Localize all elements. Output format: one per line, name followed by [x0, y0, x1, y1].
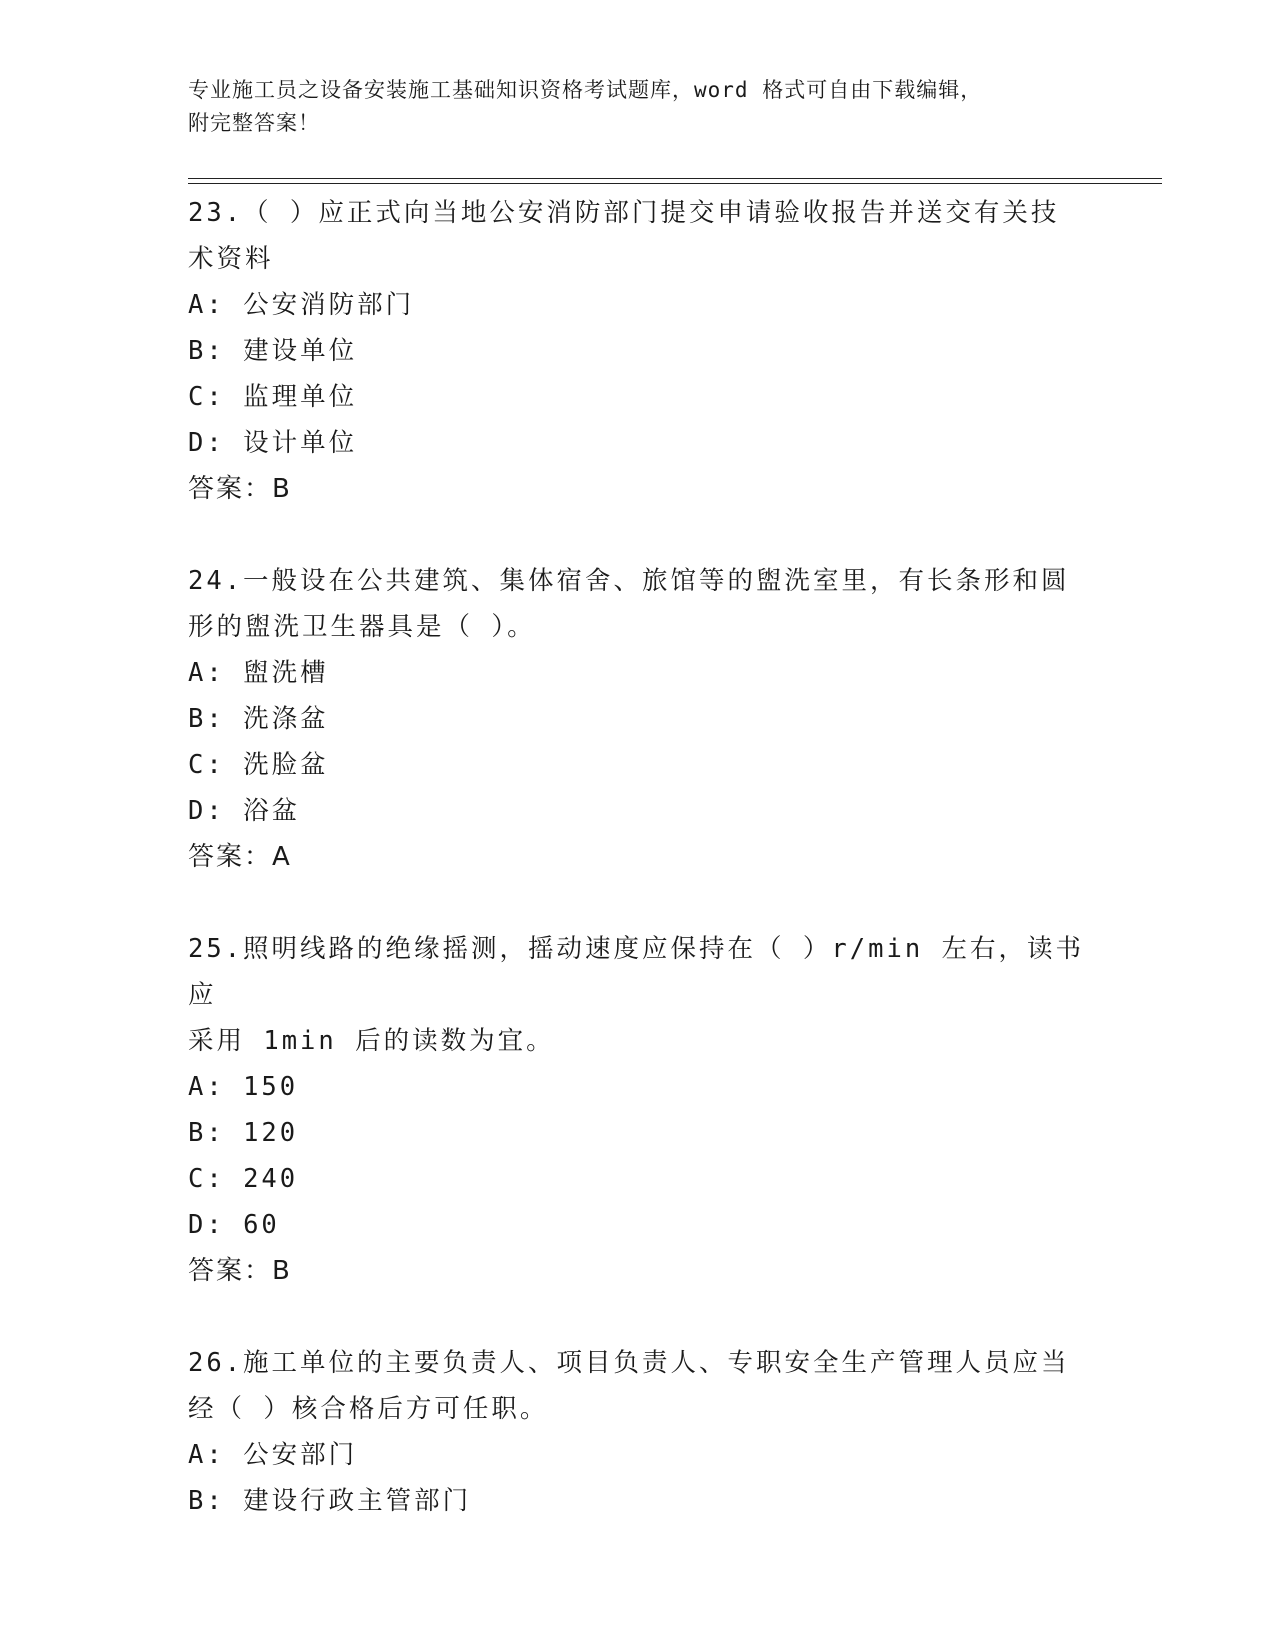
option-b	[188, 1478, 1088, 1524]
question-stem-line: 形的盥洗卫生器具是（ ）。	[188, 612, 536, 642]
option-text: 建设单位	[243, 336, 358, 366]
option-letter: D:	[188, 796, 225, 826]
option-text: 60	[243, 1210, 280, 1240]
option-a	[188, 1064, 1088, 1110]
question-stem-line: 26.施工单位的主要负责人、项目负责人、专职安全生产管理人员应当	[188, 1348, 1070, 1378]
option-text: 设计单位	[243, 428, 358, 458]
answer-line: 答案：A	[188, 842, 292, 872]
question-stem-line: 术资料	[188, 244, 274, 274]
answer-line: 答案：B	[188, 1256, 292, 1286]
question-stem-line: 23.（ ）应正式向当地公安消防部门提交申请验收报告并送交有关技	[188, 198, 1060, 228]
option-letter: B:	[188, 336, 225, 366]
header-divider-bottom	[188, 183, 1162, 184]
option-text: 建设行政主管部门	[243, 1486, 472, 1516]
question-stem-line: 经（ ）核合格后方可任职。	[188, 1394, 549, 1424]
question-26	[188, 1340, 1088, 1524]
option-c	[188, 1156, 1088, 1202]
option-letter: C:	[188, 1164, 225, 1194]
option-a	[188, 282, 1088, 328]
option-a	[188, 1432, 1088, 1478]
question-24	[188, 558, 1088, 880]
option-text: 公安部门	[243, 1440, 358, 1470]
header-divider-top	[188, 178, 1162, 179]
option-b	[188, 328, 1088, 374]
option-letter: B:	[188, 1486, 225, 1516]
option-letter: A:	[188, 1440, 225, 1470]
question-stem-line: 采用 1min 后的读数为宜。	[188, 1026, 555, 1056]
option-letter: A:	[188, 658, 225, 688]
option-a	[188, 650, 1088, 696]
option-text: 150	[243, 1072, 299, 1102]
answer-line: 答案：B	[188, 474, 292, 504]
option-text: 浴盆	[243, 796, 301, 826]
option-b	[188, 696, 1088, 742]
option-letter: A:	[188, 290, 225, 320]
question-stem-line: 24.一般设在公共建筑、集体宿舍、旅馆等的盥洗室里，有长条形和圆	[188, 566, 1070, 596]
option-text: 监理单位	[243, 382, 358, 412]
option-text: 120	[243, 1118, 299, 1148]
option-letter: D:	[188, 1210, 225, 1240]
option-text: 洗涤盆	[243, 704, 329, 734]
option-c	[188, 742, 1088, 788]
option-letter: B:	[188, 1118, 225, 1148]
option-letter: B:	[188, 704, 225, 734]
option-d	[188, 788, 1088, 834]
option-letter: C:	[188, 750, 225, 780]
option-text: 洗脸盆	[243, 750, 329, 780]
option-c	[188, 374, 1088, 420]
question-23	[188, 190, 1088, 512]
option-letter: C:	[188, 382, 225, 412]
option-d	[188, 1202, 1088, 1248]
option-b	[188, 1110, 1088, 1156]
header-line-1: 专业施工员之设备安装施工基础知识资格考试题库，word 格式可自由下载编辑，	[188, 78, 983, 102]
option-text: 盥洗槽	[243, 658, 329, 688]
question-list	[188, 190, 1088, 1570]
document-header	[188, 74, 1068, 140]
option-d	[188, 420, 1088, 466]
header-line-2: 附完整答案！	[188, 111, 320, 135]
question-stem-line: 25.照明线路的绝缘摇测，摇动速度应保持在（ ）r/min 左右，读书应	[188, 934, 1085, 1010]
option-text: 公安消防部门	[243, 290, 415, 320]
option-letter: A:	[188, 1072, 225, 1102]
option-text: 240	[243, 1164, 299, 1194]
option-letter: D:	[188, 428, 225, 458]
question-25	[188, 926, 1088, 1294]
